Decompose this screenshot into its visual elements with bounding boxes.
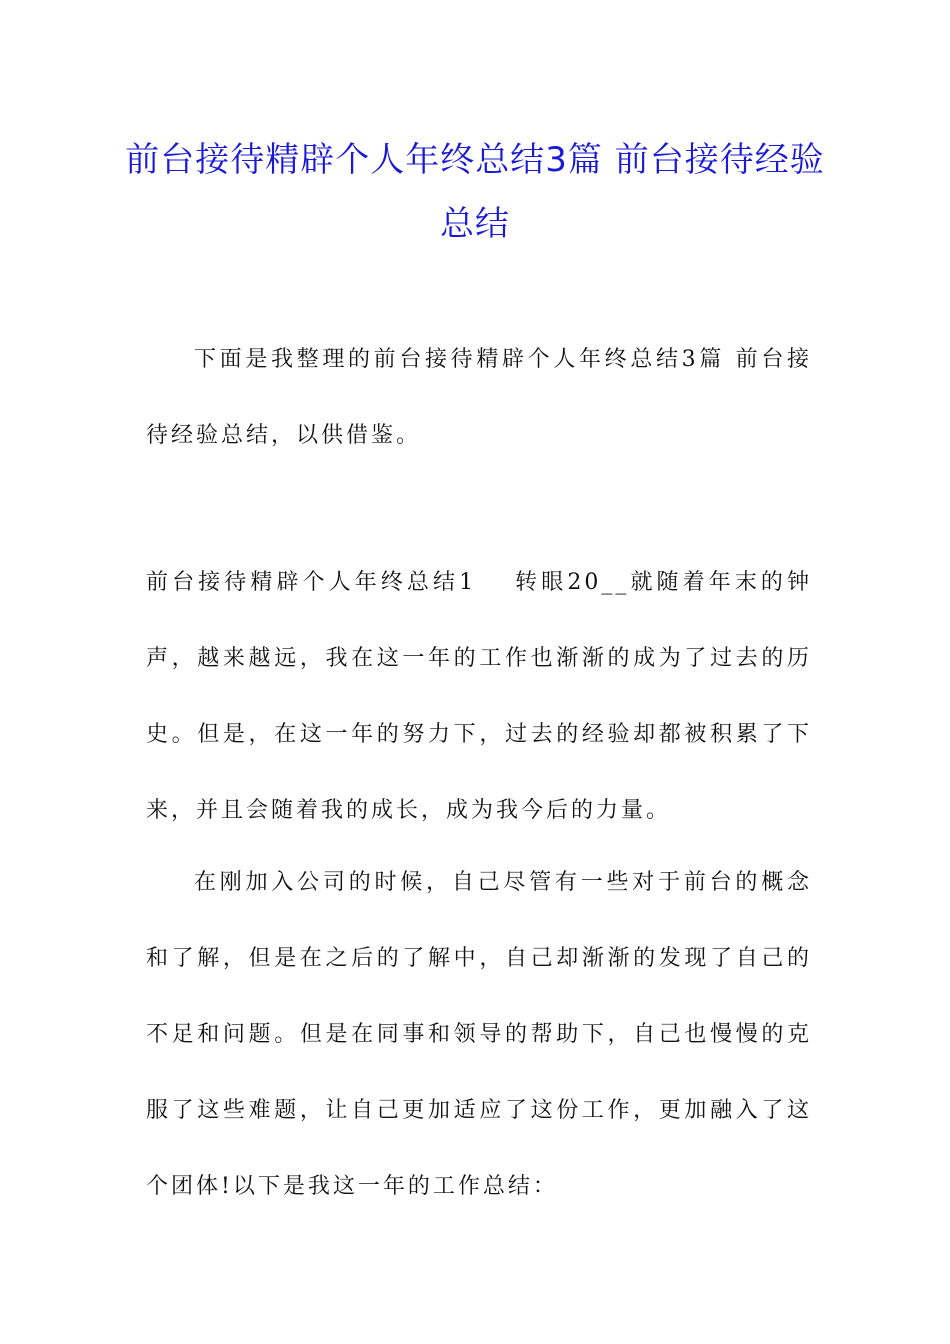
second-paragraph: 在刚加入公司的时候，自己尽管有一些对于前台的概念和了解，但是在之后的了解中，自己却渐渐的发现了自己的不足和问题。但是在同事和领导的帮助下，自己也慢慢的克服了这些难题，让自己更加适应了这份工作，更加融入了这个团体!以下是我这一年的工作总结：	[146, 870, 812, 1199]
first-summary-heading: 前台接待精辟个人年终总结1	[146, 570, 477, 595]
document-title: 前台接待精辟个人年终总结3篇 前台接待经验总结	[125, 140, 825, 244]
first-summary-paragraph	[146, 545, 812, 849]
first-summary-body: 转眼20__就随着年末的钟声，越来越远，我在这一年的工作也渐渐的成为了过去的历史。但是，在这一年的努力下，过去的经验却都被积累了下来，并且会随着我的成长，成为我今后的力量。	[146, 570, 812, 823]
intro-paragraph: 下面是我整理的前台接待精辟个人年终总结3篇 前台接待经验总结，以供借鉴。	[146, 347, 812, 448]
